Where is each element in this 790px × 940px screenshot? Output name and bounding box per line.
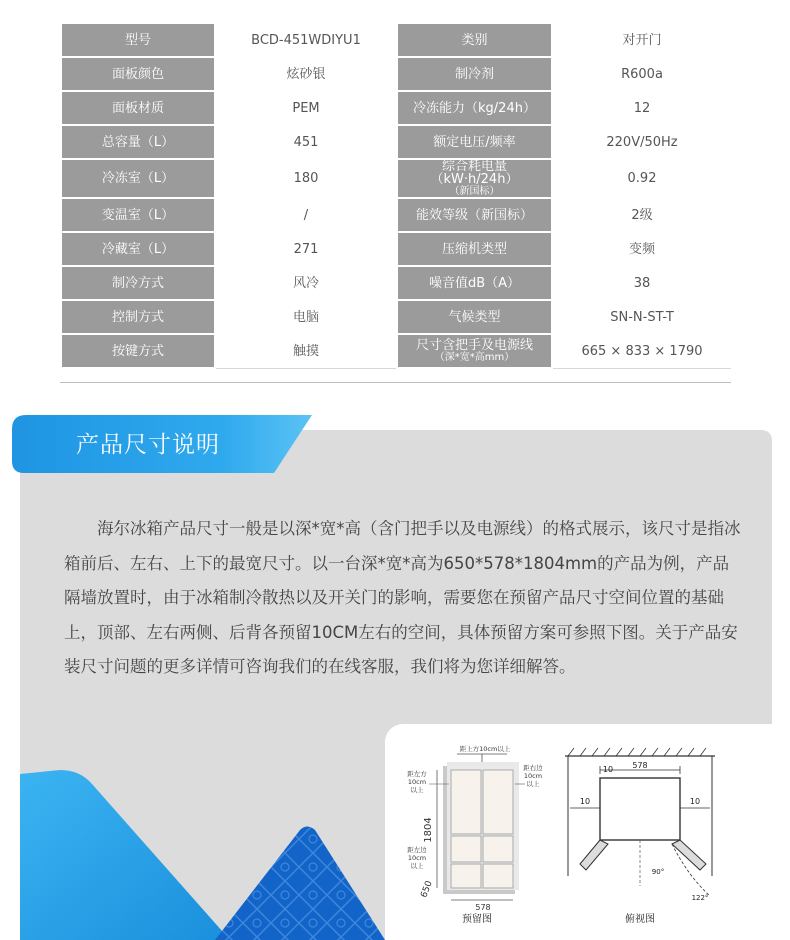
spec-label [397, 23, 552, 57]
top-view-diagram [560, 746, 720, 926]
spec-label [397, 125, 552, 159]
spec-value [215, 57, 397, 91]
spec-label-text: 能效等级（新国标） [415, 207, 533, 223]
spec-value-text: 220V/50Hz [606, 134, 678, 150]
spec-label [397, 232, 552, 266]
fig-left-width: 578 [475, 903, 491, 912]
spec-value-text: 38 [633, 275, 651, 291]
spec-row [61, 57, 732, 91]
spec-value-text: PEM [292, 100, 320, 116]
spec-row [61, 300, 732, 334]
fig-left-left-note-3: 以上 [410, 786, 424, 794]
spec-label [397, 159, 552, 198]
spec-row [61, 125, 732, 159]
spec-label [61, 91, 215, 125]
spec-value-text: 271 [293, 241, 319, 257]
decor-blue-shape-left [20, 770, 230, 940]
spec-label [61, 232, 215, 266]
spec-label [61, 334, 215, 368]
spec-value-text: 触摸 [292, 343, 319, 359]
section-title: 产品尺寸说明 [76, 432, 220, 458]
spec-label [397, 334, 552, 368]
spec-label-text: 压缩机类型 [441, 241, 507, 257]
spec-label [397, 300, 552, 334]
spec-value-text: 对开门 [622, 32, 662, 48]
spec-row [61, 159, 732, 198]
spec-value [552, 266, 732, 300]
spec-value [215, 159, 397, 198]
spec-value-text: / [303, 207, 309, 223]
fig-left-bottom-note-2: 10cm [407, 854, 427, 862]
spec-value-text: BCD-451WDIYU1 [251, 32, 361, 48]
spec-label-subtext: （深*宽*高mm） [434, 352, 515, 363]
spec-label-text: 总容量（L） [101, 134, 175, 150]
spec-value [552, 198, 732, 232]
spec-value [552, 91, 732, 125]
spec-label-text: 按键方式 [111, 343, 164, 359]
spec-label [61, 300, 215, 334]
spec-label [397, 91, 552, 125]
fig-left-left-note-1: 距左方 [407, 770, 427, 778]
fig-left-caption: 预留图 [462, 914, 492, 924]
installation-figures [385, 724, 778, 940]
spec-value [552, 232, 732, 266]
spec-value-text: 风冷 [292, 275, 319, 291]
spec-label-text: 冷藏室（L） [101, 241, 175, 257]
fig-right-caption: 俯视图 [625, 914, 655, 925]
spec-value-text: SN-N-ST-T [610, 309, 674, 325]
spec-label-text: 额定电压/频率 [433, 134, 516, 150]
spec-value-text: 炫砂银 [286, 66, 326, 82]
spec-label [61, 125, 215, 159]
spec-table [60, 22, 733, 369]
spec-value-text: 180 [293, 171, 319, 186]
fig-left-height: 1804 [423, 817, 434, 843]
spec-label-text: 面板材质 [111, 100, 164, 116]
spec-value [552, 57, 732, 91]
fig-left-top-note: 距上方10cm以上 [459, 745, 511, 753]
spec-value [215, 91, 397, 125]
spec-value [215, 23, 397, 57]
spec-value-text: R600a [621, 66, 663, 82]
spec-value-text: 12 [633, 100, 651, 116]
fig-right-angle-122: 122° [691, 894, 709, 902]
spec-value-text: 2级 [631, 207, 653, 223]
decor-blue-pattern [215, 825, 385, 940]
spec-label-text: 综合耗电量（kW·h/24h） [430, 159, 519, 187]
spec-label [61, 266, 215, 300]
spec-label [61, 57, 215, 91]
spec-value [552, 159, 732, 198]
fig-left-right-note-3: 以上 [526, 780, 540, 788]
spec-row [61, 266, 732, 300]
spec-value-text: 电脑 [292, 309, 319, 325]
spec-value-text: 665 × 833 × 1790 [581, 343, 703, 359]
spec-value [552, 125, 732, 159]
clearance-diagram [395, 744, 545, 924]
spec-label-text: 控制方式 [111, 309, 164, 325]
spec-value [215, 300, 397, 334]
fig-right-right-gap: 10 [689, 797, 701, 806]
spec-label [61, 23, 215, 57]
spec-value-text: 变频 [628, 241, 655, 257]
spec-label-text: 类别 [461, 32, 488, 48]
spec-value-text: 451 [293, 134, 319, 150]
fig-left-right-note-1: 距右边 [523, 764, 543, 772]
spec-value [552, 23, 732, 57]
fig-right-angle-90: 90° [651, 868, 665, 876]
spec-label [397, 57, 552, 91]
spec-value [215, 125, 397, 159]
spec-label-text: 噪音值dB（A） [428, 275, 521, 291]
fig-left-bottom-note-1: 距左边 [407, 846, 427, 854]
fig-left-bottom-note-3: 以上 [410, 862, 424, 870]
fig-left-depth: 650 [419, 879, 435, 900]
spec-row [61, 232, 732, 266]
description-paragraph: 海尔冰箱产品尺寸一般是以深*宽*高（含门把手以及电源线）的格式展示，该尺寸是指冰箱前后、左右、上下的最宽尺寸。以一台深*宽*高为650*578*1804mm的产品为例，产品隔墙放置时，由于冰箱制冷散热以及开关门的影响，需要您在预留产品尺寸空间位置的基础上，顶部、左右两侧、后背各预留10CM左右的空间，具体预留方案可参照下图。关于产品安装尺寸问题的更多详情可咨询我们的在线客服，我们将为您详细解答。 [64, 519, 741, 676]
fig-left-right-note-2: 10cm [523, 772, 543, 780]
fig-right-top-gap: 10 [602, 765, 614, 774]
spec-label-text: 制冷剂 [454, 66, 494, 82]
fig-right-left-gap: 10 [579, 797, 591, 806]
spec-value [215, 198, 397, 232]
spec-label-text: 尺寸含把手及电源线 [415, 338, 533, 353]
spec-row [61, 23, 732, 57]
spec-label-text: 面板颜色 [111, 66, 164, 82]
spec-label-text: 型号 [124, 32, 151, 48]
spec-row [61, 91, 732, 125]
spec-label [61, 159, 215, 198]
spec-label-text: 制冷方式 [111, 275, 164, 291]
spec-label-text: 冷冻能力（kg/24h） [413, 100, 536, 116]
spec-value [215, 334, 397, 368]
spec-row [61, 198, 732, 232]
spec-value [552, 300, 732, 334]
spec-label [397, 266, 552, 300]
spec-label-text: 变温室（L） [101, 207, 175, 223]
spec-value [552, 334, 732, 368]
spec-label-text: 气候类型 [448, 309, 501, 325]
fig-right-width: 578 [632, 761, 648, 770]
spec-label [61, 198, 215, 232]
spec-label [397, 198, 552, 232]
spec-row [61, 334, 732, 368]
spec-value [215, 232, 397, 266]
spec-label-subtext: （新国标） [449, 186, 500, 197]
description-text [64, 512, 744, 685]
spec-value [215, 266, 397, 300]
spec-value-text: 0.92 [627, 171, 657, 186]
fig-left-left-note-2: 10cm [407, 778, 427, 786]
spec-label-text: 冷冻室（L） [101, 171, 175, 186]
